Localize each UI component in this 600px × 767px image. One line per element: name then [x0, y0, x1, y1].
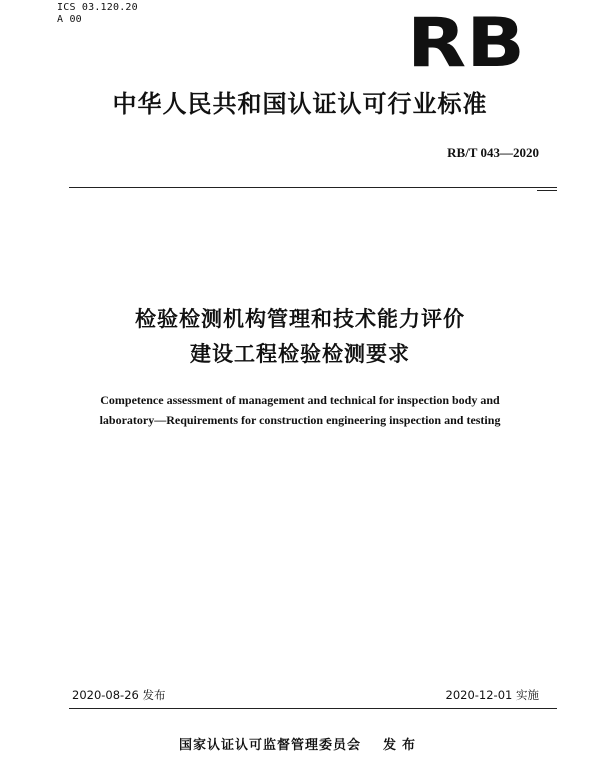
- footer-divider: [69, 708, 557, 709]
- issue-date: 2020-08-26 发布: [72, 688, 166, 702]
- ccs-code: A 00: [57, 14, 82, 25]
- title-zh-line-2: 建设工程检验检测要求: [190, 342, 410, 366]
- standard-body-title: 中华人民共和国认证认可行业标准: [112, 90, 488, 118]
- publisher-action: 发布: [383, 738, 422, 753]
- header-divider: [69, 187, 557, 188]
- header-divider-accent: [537, 190, 557, 191]
- implementation-date: 2020-12-01 实施: [445, 688, 539, 702]
- classification-codes: [57, 2, 138, 26]
- publisher: [0, 737, 600, 755]
- title-en: [0, 390, 600, 430]
- title-en-line-1: Competence assessment of management and technical for inspection body and: [100, 393, 500, 407]
- logo-text: RB: [407, 10, 525, 68]
- publisher-name: 国家认证认可监督管理委员会: [178, 738, 361, 753]
- ics-code: ICS 03.120.20: [57, 2, 138, 13]
- title-en-line-2: laboratory—Requirements for construction engineering inspection and testing: [99, 413, 501, 427]
- standard-number: RB/T 043—2020: [447, 145, 539, 160]
- rb-logo: [406, 10, 526, 68]
- title-zh-line-1: 检验检测机构管理和技术能力评价: [135, 307, 465, 331]
